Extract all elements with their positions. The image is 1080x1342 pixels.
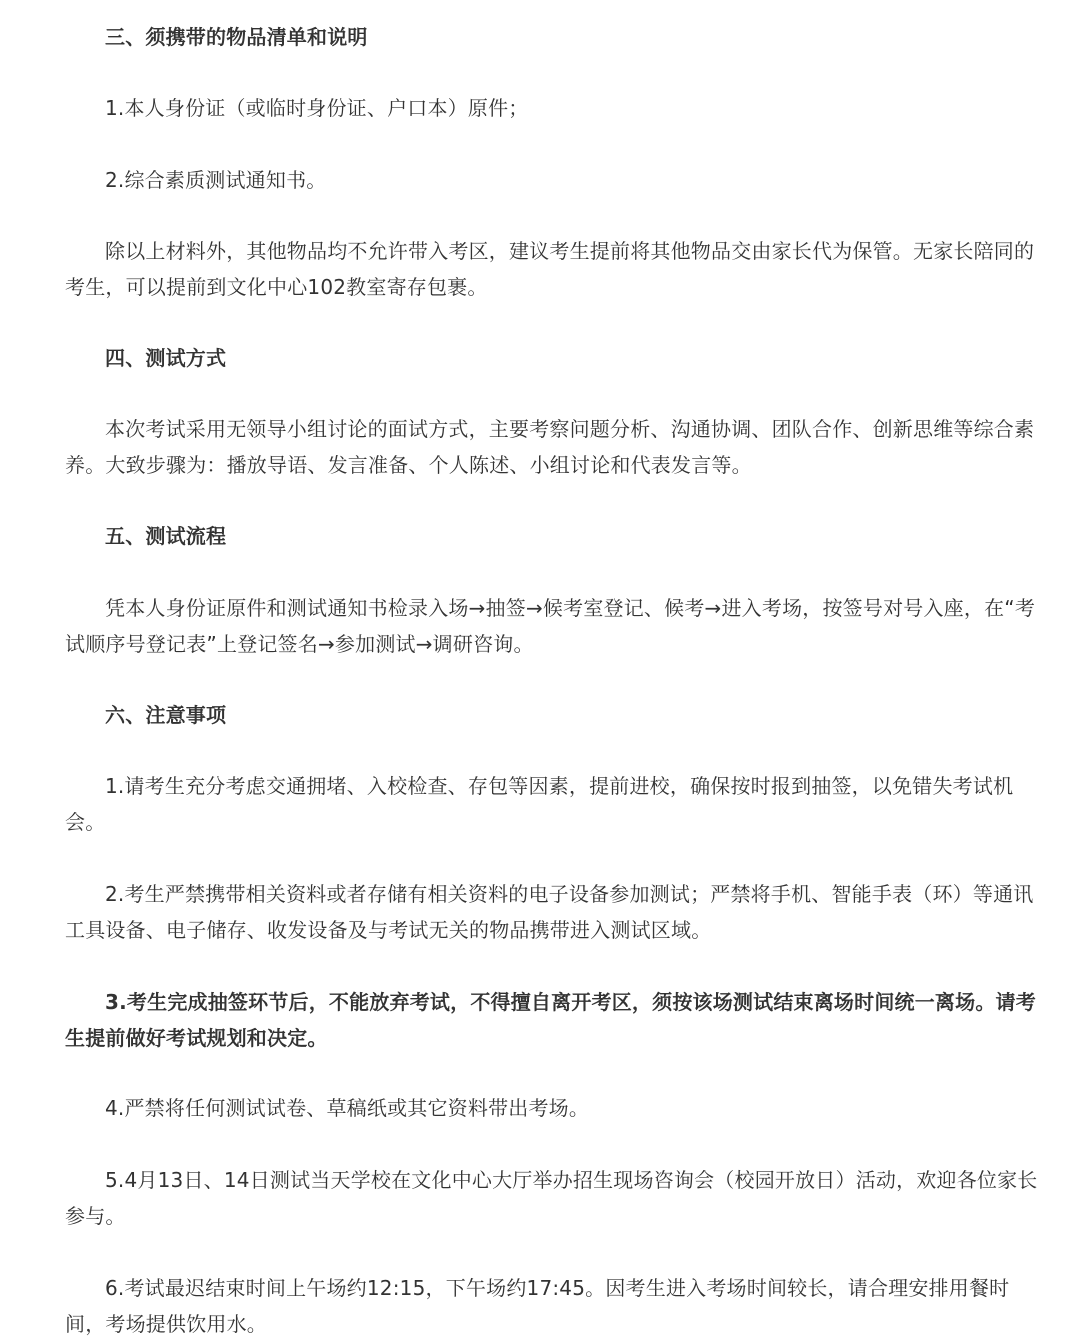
section-heading-notes: 六、注意事项 (105, 703, 227, 727)
section-heading-process: 五、测试流程 (105, 524, 227, 548)
note-item-4: 4.严禁将任何测试试卷、草稿纸或其它资料带出考场。 (105, 1096, 590, 1120)
note-item-2: 2.考生严禁携带相关资料或者存储有相关资料的电子设备参加测试；严禁将手机、智能手表（环）等通讯工具设备、电子储存、收发设备及与考试无关的物品携带进入测试区域。 (65, 882, 1034, 942)
note-item-5: 5.4月13日、14日测试当天学校在文化中心大厅举办招生现场咨询会（校园开放日）活动，欢迎各位家长参与。 (65, 1168, 1038, 1228)
note-item-6: 6.考试最迟结束时间上午场约12:15，下午场约17:45。因考生进入考场时间较长，请合理安排用餐时间，考场提供饮用水。 (65, 1276, 1010, 1336)
section-heading-items: 三、须携带的物品清单和说明 (105, 25, 368, 49)
note-item-1: 1.请考生充分考虑交通拥堵、入校检查、存包等因素，提前进校，确保按时报到抽签，以免错失考试机会。 (65, 774, 1014, 834)
section-heading-method: 四、测试方式 (105, 346, 227, 370)
items-storage-note: 除以上材料外，其他物品均不允许带入考区，建议考生提前将其他物品交由家长代为保管。无家长陪同的考生，可以提前到文化中心102教室寄存包裹。 (65, 239, 1035, 299)
note-item-3-bold: 3.考生完成抽签环节后，不能放弃考试，不得擅自离开考区，须按该场测试结束离场时间统一离场。请考生提前做好考试规划和决定。 (65, 990, 1036, 1050)
item-notice-letter: 2.综合素质测试通知书。 (105, 168, 327, 192)
process-description: 凭本人身份证原件和测试通知书检录入场→抽签→候考室登记、候考→进入考场，按签号对号入座，在“考试顺序号登记表”上登记签名→参加测试→调研咨询。 (65, 596, 1036, 656)
item-id-card: 1.本人身份证（或临时身份证、户口本）原件； (105, 96, 529, 120)
method-description: 本次考试采用无领导小组讨论的面试方式，主要考察问题分析、沟通协调、团队合作、创新思维等综合素养。大致步骤为：播放导语、发言准备、个人陈述、小组讨论和代表发言等。 (65, 417, 1035, 477)
